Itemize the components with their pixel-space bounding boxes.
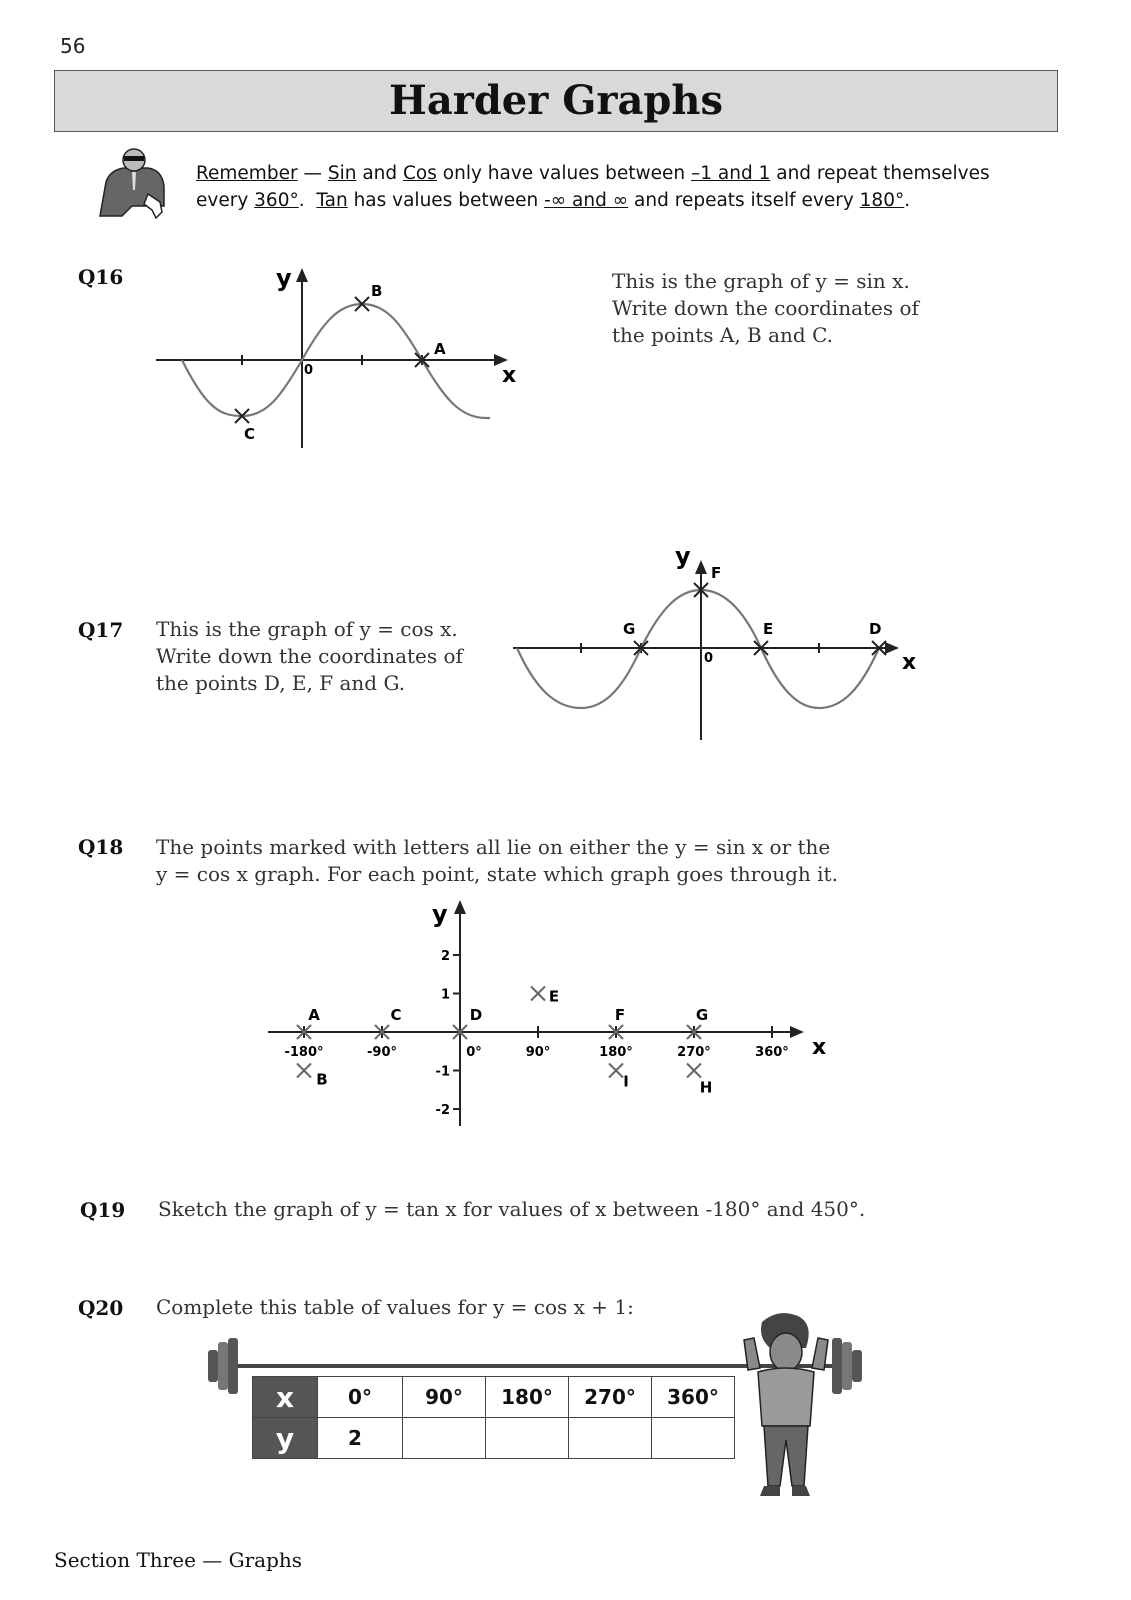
remember-note [196, 160, 1056, 214]
q18-text [156, 834, 838, 888]
q20-text-line: Complete this table of values for y = cos x + 1: [156, 1295, 634, 1319]
y-axis-label: y [432, 900, 448, 928]
table-row-x [253, 1377, 735, 1418]
point-c-label: C [390, 1006, 402, 1024]
point-i-label: I [623, 1072, 629, 1091]
y-tick-label: -2 [435, 1103, 450, 1118]
x-value-cell: 360° [652, 1377, 735, 1418]
text-run: and repeats itself every [628, 190, 860, 211]
period-keyword: 360° [254, 190, 299, 211]
x-tick-label: 180° [599, 1045, 633, 1060]
point-b-label: B [371, 282, 383, 300]
point-e-label: E [548, 987, 560, 1006]
values-table [252, 1376, 735, 1459]
x-tick-label: 90° [525, 1045, 551, 1060]
x-value-cell: 90° [403, 1377, 486, 1418]
x-tick-label: 0° [466, 1045, 482, 1060]
y-tick-label: 2 [440, 949, 450, 964]
x-axis-arrow-icon [885, 642, 899, 654]
remember-line-1 [196, 160, 1056, 187]
y-axis-arrow-icon [454, 900, 466, 914]
q16-text [612, 268, 919, 349]
x-tick-label: -90° [367, 1045, 397, 1060]
y-value-cell[interactable] [652, 1418, 735, 1459]
q17-text-line: Write down the coordinates of [156, 644, 463, 668]
point-b-marker [297, 1064, 311, 1078]
y-axis-arrow-icon [695, 560, 707, 574]
x-value-cell: 180° [486, 1377, 569, 1418]
point-d-label: D [469, 1006, 483, 1024]
x-axis-label: x [902, 650, 917, 675]
weightlifter-illustration [740, 1310, 840, 1510]
q18-points-graph [260, 892, 860, 1132]
y-value-cell: 2 [318, 1418, 403, 1459]
section-footer: Section Three — Graphs [54, 1548, 303, 1572]
page-title: Harder Graphs [389, 77, 723, 124]
q17-number: Q17 [78, 618, 124, 642]
q17-text [156, 616, 463, 697]
q18-text-line: y = cos x graph. For each point, state which graph goes through it. [156, 862, 838, 886]
sin-keyword: Sin [327, 163, 357, 184]
point-i-marker [609, 1064, 623, 1078]
point-g-label: G [695, 1006, 709, 1024]
q19-text-line: Sketch the graph of y = tan x for values of x between -180° and 450°. [158, 1197, 866, 1221]
x-axis-arrow-icon [790, 1026, 804, 1038]
x-header-cell: x [253, 1377, 318, 1418]
x-tick-label: 270° [677, 1045, 711, 1060]
q19-text [158, 1196, 865, 1223]
q19-number: Q19 [80, 1198, 126, 1222]
q16-text-line: This is the graph of y = sin x. [612, 269, 910, 293]
q16-number: Q16 [78, 265, 124, 289]
q18-number: Q18 [78, 835, 124, 859]
title-banner [54, 70, 1058, 132]
x-axis-label: x [502, 363, 517, 388]
cos-keyword: Cos [403, 163, 437, 184]
point-e-marker [531, 987, 545, 1001]
q20-number: Q20 [78, 1296, 124, 1320]
y-axis-arrow-icon [296, 268, 308, 282]
table-row-y [253, 1418, 735, 1459]
x-value-cell: 270° [569, 1377, 652, 1418]
text-run: has values between [347, 190, 545, 211]
q16-text-line: the points A, B and C. [612, 323, 834, 347]
point-h-label: H [699, 1078, 713, 1097]
point-g-label: G [623, 620, 636, 638]
page-number: 56 [60, 34, 86, 58]
y-value-cell[interactable] [403, 1418, 486, 1459]
q17-text-line: This is the graph of y = cos x. [156, 617, 458, 641]
text-run: only have values between [436, 163, 691, 184]
origin-label: 0 [704, 651, 714, 666]
text-run: — [297, 163, 328, 184]
tan-keyword: Tan [316, 190, 348, 211]
point-c-label: C [244, 425, 256, 443]
x-tick-label: -180° [284, 1045, 324, 1060]
y-value-cell[interactable] [569, 1418, 652, 1459]
q20-text [156, 1294, 634, 1321]
tan-period-keyword: 180° [859, 190, 905, 211]
range-keyword: –1 and 1 [691, 163, 771, 184]
text-run: . [904, 190, 911, 211]
text-run: and repeat themselves [770, 163, 990, 184]
q16-sine-graph [150, 258, 530, 458]
secret-agent-illustration [92, 146, 172, 222]
point-a-label: A [308, 1006, 320, 1024]
y-axis-label: y [675, 548, 691, 570]
text-run: and [356, 163, 404, 184]
point-d-label: D [869, 620, 882, 638]
y-tick-label: 1 [440, 987, 450, 1003]
origin-label: 0 [304, 363, 314, 378]
remember-keyword: Remember [196, 163, 298, 184]
text-run: every [196, 190, 255, 211]
point-b-label: B [316, 1070, 328, 1089]
y-value-cell[interactable] [486, 1418, 569, 1459]
x-axis-label: x [812, 1035, 827, 1060]
y-header-cell: y [253, 1418, 318, 1459]
y-axis-label: y [276, 264, 292, 292]
q18-text-line: The points marked with letters all lie on either the y = sin x or the [156, 835, 831, 859]
point-e-label: E [763, 620, 774, 638]
point-f-label: F [614, 1006, 626, 1024]
q17-cosine-graph [505, 548, 925, 748]
q17-text-line: the points D, E, F and G. [156, 671, 406, 695]
x-value-cell: 0° [318, 1377, 403, 1418]
text-run: . [298, 190, 317, 211]
point-h-marker [687, 1064, 701, 1078]
y-tick-label: -1 [435, 1064, 450, 1080]
q16-text-line: Write down the coordinates of [612, 296, 919, 320]
remember-line-2 [196, 187, 1056, 214]
point-a-label: A [434, 340, 446, 358]
infinity-keyword: -∞ and ∞ [544, 190, 629, 211]
point-f-label: F [711, 564, 722, 582]
x-tick-label: 360° [755, 1045, 789, 1060]
